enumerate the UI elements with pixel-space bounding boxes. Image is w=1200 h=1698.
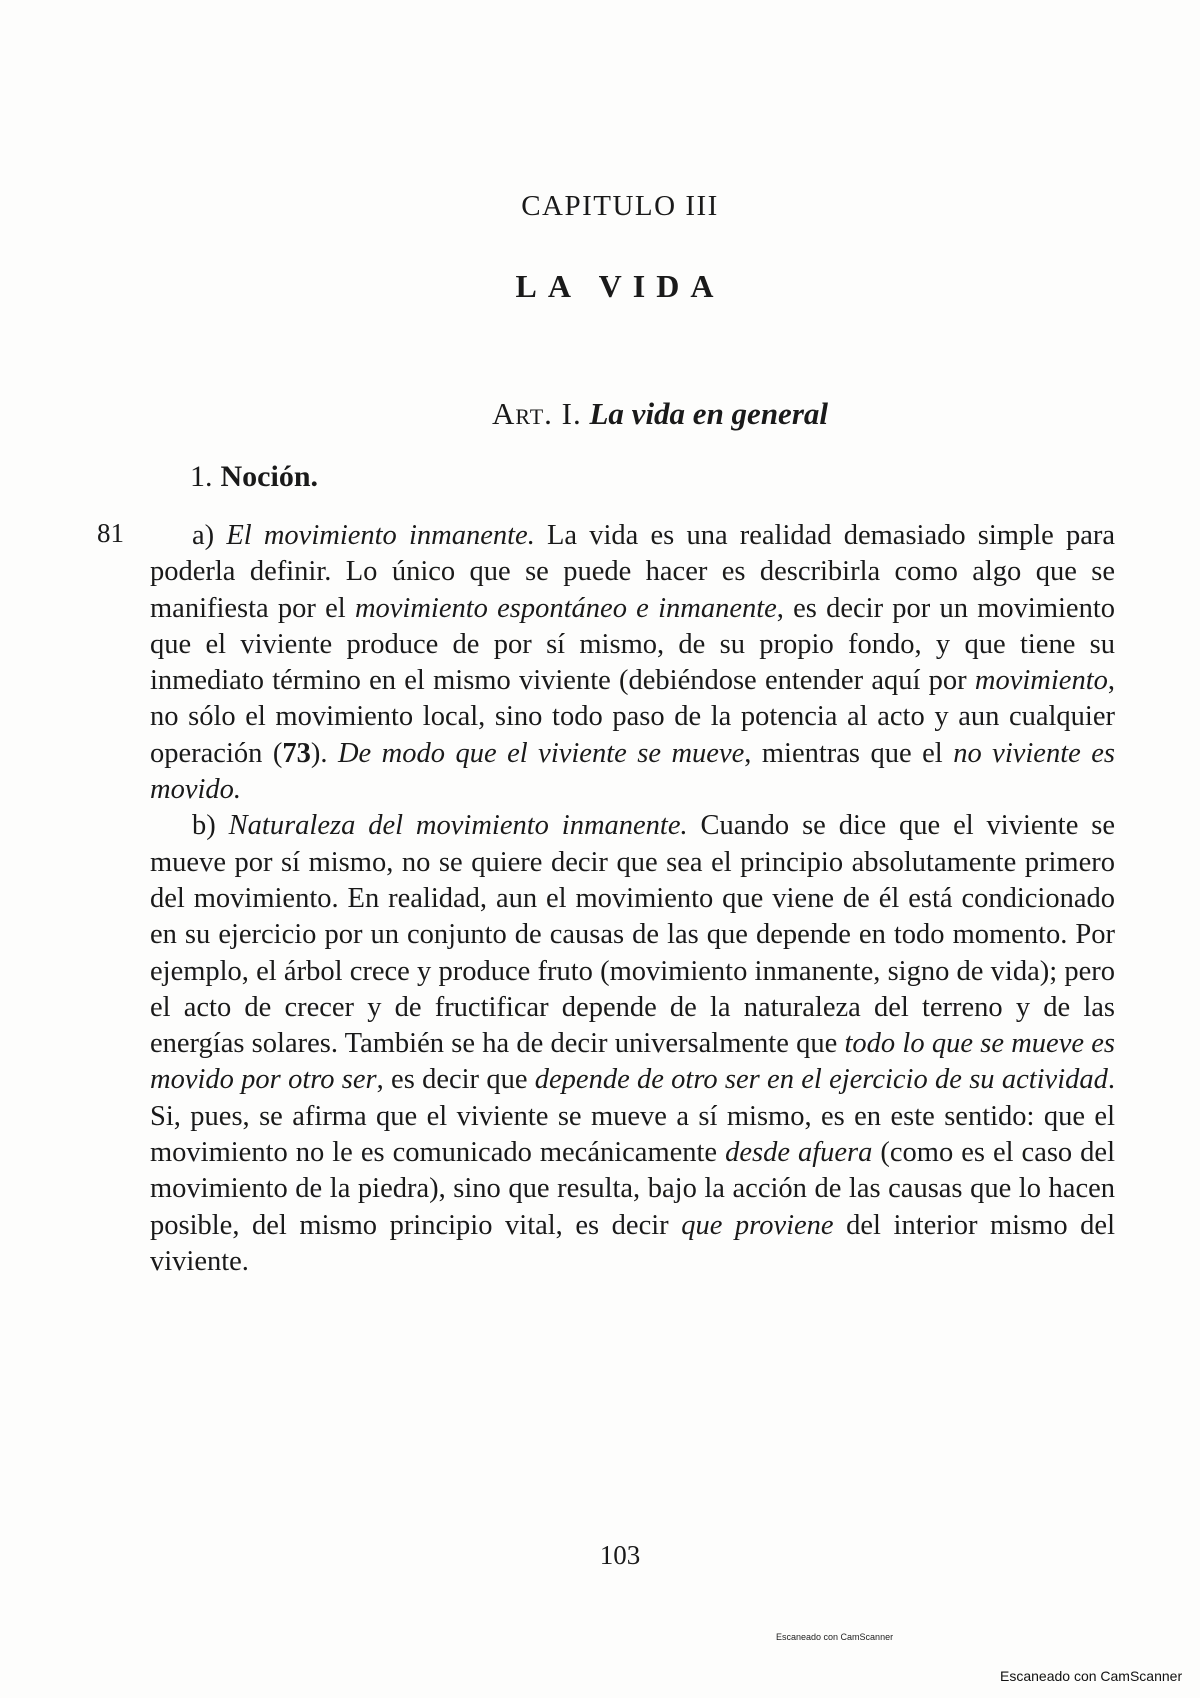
article-heading [0, 396, 1200, 432]
para-a-text-2: , es decir por un movimiento que el viviente produce de por sí mismo, de su propio fondo, y que tiene su inmediato término en el mismo viviente (debiéndose entender aquí por [150, 592, 1115, 697]
para-a-italic-1: movimiento espontáneo e inmanente [354, 592, 777, 624]
article-title: La vida en general [589, 396, 828, 431]
section-heading [190, 460, 318, 494]
section-number: 1. [190, 460, 213, 493]
chapter-label: CAPITULO III [521, 190, 719, 222]
para-a-text-5: , mientras que el [744, 737, 954, 769]
para-b-text-1: Cuando se dice que el viviente se mueve por sí mismo, no se quiere decir que sea el principio absolutamente primero del movimiento. En realidad, aun el movimiento que viene de él está condicionado en su ejercicio por un conjunto de causas de las que depende en todo momento. Por ejemplo, el árbol crece y produce fruto (movimiento inmanente, signo de vida); pero el acto de crecer y de fructificar depende de la naturaleza del terreno y de las energías solares. También se ha de decir universalmente que [150, 810, 1115, 1060]
paragraph-number: 81 [97, 518, 124, 548]
paragraph-b [150, 808, 1115, 1280]
scanner-watermark-small: Escaneado con CamScanner [776, 1632, 894, 1642]
para-a-heading: El movimiento inmanente. [226, 520, 535, 551]
para-a-text-1: La vida es una realidad demasiado simple para poderla definir. Lo único que se puede hacer es describirla como algo que se manifiesta por el [150, 520, 1116, 624]
para-b-italic-4: que proviene [681, 1209, 834, 1241]
para-b-heading: Naturaleza del movimiento inmanente. [228, 810, 688, 842]
para-a-text-4: ). [310, 737, 338, 769]
para-a-italic-2: movimiento [974, 665, 1108, 697]
para-b-text-3: . Si, pues, se afirma que el viviente se mueve a sí mismo, es en este sentido: que el movimiento no le es comunicado mecánicamente [150, 1064, 1115, 1169]
para-b-italic-2: depende de otro ser en el ejercicio de su actividad [534, 1064, 1108, 1096]
para-b-italic-1: todo lo que se mueve es movido por otro ser [150, 1028, 1115, 1096]
para-b-text-5: del interior mismo del viviente. [150, 1209, 1115, 1277]
article-prefix: Art. I. [491, 396, 582, 431]
chapter-title: LA VIDA [515, 268, 725, 304]
para-b-text-2: , es decir que [376, 1064, 535, 1096]
para-a-italic-3: De modo que el viviente se mueve [337, 737, 745, 769]
para-b-text-4: (como es el caso del movimiento de la piedra), sino que resulta, bajo la acción de las causas que lo hacen posible, del mismo principio vital, es decir [150, 1137, 1116, 1241]
para-a-reference: 73 [282, 737, 311, 769]
section-title: Noción. [220, 460, 318, 493]
para-a-text-3: , no sólo el movimiento local, sino todo paso de la potencia al acto y aun cualquier operación ( [150, 665, 1115, 769]
para-b-marker: b) [192, 810, 229, 842]
page-number: 103 [599, 1540, 641, 1570]
para-a-marker: a) [192, 520, 227, 551]
para-a-italic-4: no viviente es movido. [150, 737, 1115, 806]
para-b-italic-3: desde afuera [725, 1137, 873, 1169]
body-text [150, 518, 1115, 1280]
scanner-watermark-large: Escaneado con CamScanner [1000, 1668, 1183, 1684]
paragraph-a [150, 518, 1115, 808]
